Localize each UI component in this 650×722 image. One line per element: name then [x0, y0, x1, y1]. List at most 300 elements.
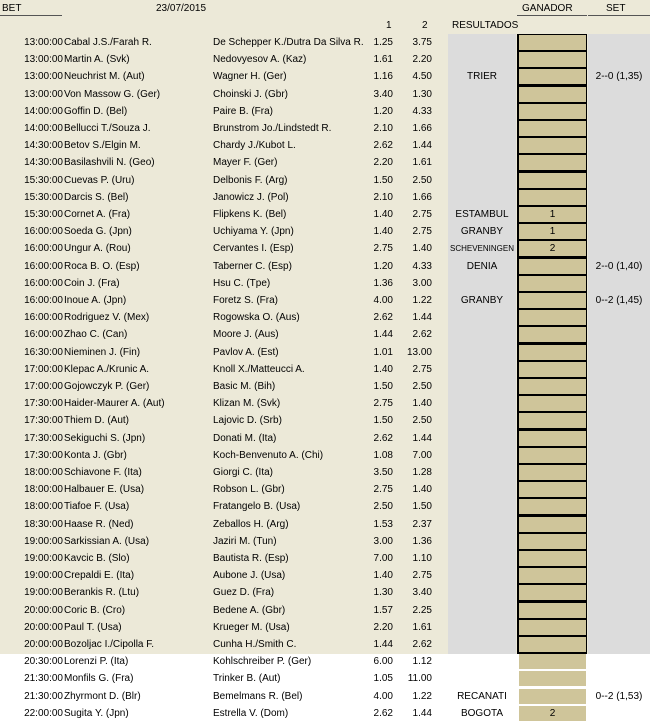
odds-2: 1.61: [412, 621, 432, 633]
result-city: [448, 120, 516, 137]
result-city: [448, 498, 516, 515]
odds-1: 2.50: [373, 501, 393, 513]
odds-1: 1.61: [373, 54, 393, 66]
odds-2: 2.50: [412, 381, 432, 392]
player-2: Rogowska O. (Aus): [213, 312, 300, 324]
player-2: Chardy J./Kubot L.: [213, 140, 296, 152]
set-score: [588, 705, 650, 722]
table-row: [0, 516, 650, 533]
odds-1: 3.50: [373, 467, 393, 478]
set-score: [588, 516, 650, 533]
odds-1: 1.40: [373, 570, 393, 582]
odds-1: 2.10: [373, 123, 393, 134]
result-city: [448, 619, 516, 636]
match-time: 16:00:00: [24, 243, 63, 255]
odds-1: 1.44: [373, 329, 393, 341]
player-1: Kavcic B. (Slo): [64, 553, 130, 564]
set-score: [588, 447, 650, 464]
set-score: [588, 51, 650, 68]
table-row: [0, 550, 650, 567]
odds-2: 2.75: [412, 570, 432, 582]
result-city: [448, 464, 516, 481]
ganador-cell[interactable]: [519, 534, 586, 549]
ganador-cell[interactable]: [519, 671, 586, 686]
player-2: Foretz S. (Fra): [213, 295, 279, 306]
player-2: Moore J. (Aus): [213, 329, 279, 341]
odds-1: 1.40: [373, 363, 393, 375]
odds-1: 1.20: [373, 105, 393, 117]
ganador-cell[interactable]: [519, 654, 586, 669]
result-city: [448, 51, 516, 68]
player-1: Rodriguez V. (Mex): [64, 312, 150, 324]
match-time: 17:00:00: [24, 363, 63, 375]
set-score: [588, 584, 650, 601]
match-time: 15:30:00: [24, 174, 63, 186]
match-time: 14:30:00: [24, 157, 63, 169]
set-score: [588, 670, 650, 687]
odds-2: 1.10: [412, 553, 432, 564]
ganador-cell[interactable]: [519, 121, 586, 136]
odds-2: 1.44: [412, 140, 432, 152]
odds-1: 1.16: [373, 71, 393, 83]
odds-1: 1.40: [373, 209, 393, 220]
result-city: [448, 584, 516, 601]
odds-1: 1.20: [373, 260, 393, 272]
player-1: Haider-Maurer A. (Aut): [64, 398, 165, 410]
ganador-cell[interactable]: [519, 155, 586, 170]
table-row: [0, 292, 650, 309]
set-score: [588, 137, 650, 154]
odds-1: 1.57: [373, 604, 393, 616]
match-time: 16:00:00: [24, 226, 63, 238]
result-city: [448, 172, 516, 189]
table-row: [0, 705, 650, 722]
player-1: Cornet A. (Fra): [64, 209, 131, 220]
result-city: [448, 412, 516, 429]
table-row: [0, 533, 650, 550]
result-city: [448, 550, 516, 567]
player-1: Halbauer E. (Usa): [64, 484, 145, 496]
player-2: Giorgi C. (Ita): [213, 467, 274, 478]
odds-2: 2.62: [412, 329, 432, 341]
result-city: DENIA: [466, 260, 498, 272]
odds-1: 1.50: [373, 415, 393, 427]
odds-2: 2.75: [412, 226, 432, 238]
ganador-cell[interactable]: [519, 35, 586, 50]
result-city: [448, 516, 516, 533]
player-1: Bozoljac I./Cipolla F.: [64, 639, 155, 650]
ganador-cell[interactable]: [519, 431, 586, 446]
ganador-cell[interactable]: [519, 603, 586, 618]
result-city: [448, 309, 516, 326]
odds-1: 2.62: [373, 707, 393, 719]
result-city: [448, 378, 516, 395]
match-time: 13:00:00: [24, 88, 63, 100]
odds-1: 1.50: [373, 174, 393, 186]
result-city: [448, 430, 516, 447]
set-score: [588, 619, 650, 636]
odds-2: 4.50: [412, 71, 432, 83]
player-1: Tiafoe F. (Usa): [64, 501, 130, 513]
table-row: [0, 344, 650, 361]
table-row: [0, 275, 650, 292]
player-2: Zeballos H. (Arg): [213, 518, 289, 530]
odds-1: 1.30: [373, 587, 393, 599]
result-city: TRIER: [467, 71, 497, 83]
result-city: [448, 326, 516, 343]
result-city: [448, 361, 516, 378]
odds-1: 3.40: [373, 88, 393, 100]
match-time: 17:30:00: [24, 398, 63, 410]
ganador-cell[interactable]: [519, 396, 586, 411]
set-score: [588, 223, 650, 240]
match-time: 14:30:00: [24, 140, 63, 152]
ganador-cell[interactable]: [519, 276, 586, 291]
odds-2: 1.36: [412, 535, 432, 547]
table-row: [0, 395, 650, 412]
player-2: Bedene A. (Gbr): [213, 604, 286, 616]
result-city: SCHEVENINGEN: [449, 244, 514, 254]
odds-2: 2.62: [412, 639, 432, 650]
set-score: 2--0 (1,40): [595, 260, 643, 272]
odds-1: 2.20: [373, 621, 393, 633]
table-row: [0, 103, 650, 120]
player-1: Neuchrist M. (Aut): [64, 71, 145, 83]
odds-1: 6.00: [373, 656, 393, 668]
odds-2: 1.44: [412, 707, 432, 719]
table-row: [0, 223, 650, 240]
player-2: Donati M. (Ita): [213, 432, 277, 444]
ganador-cell[interactable]: 2: [519, 241, 586, 256]
ganador-cell[interactable]: [519, 499, 586, 514]
player-2: Fratangelo B. (Usa): [213, 501, 301, 513]
ganador-cell[interactable]: [519, 138, 586, 153]
player-2: Choinski J. (Gbr): [213, 88, 289, 100]
ganador-cell[interactable]: [519, 379, 586, 394]
odds-2: 3.00: [412, 277, 432, 289]
odds-2: 1.66: [412, 123, 432, 134]
odds-1: 1.40: [373, 226, 393, 238]
set-score: [588, 120, 650, 137]
set-score: [588, 275, 650, 292]
odds-1: 1.53: [373, 518, 393, 530]
player-1: Martin A. (Svk): [64, 54, 130, 66]
player-1: Goffin D. (Bel): [64, 105, 128, 117]
result-city: [448, 670, 516, 687]
odds-1: 7.00: [373, 553, 393, 564]
odds-1: 1.36: [373, 277, 393, 289]
odds-2: 1.40: [412, 484, 432, 496]
odds-2: 1.30: [412, 88, 432, 100]
odds-1: 2.10: [373, 191, 393, 203]
odds-1: 2.62: [373, 140, 393, 152]
table-row: [0, 120, 650, 137]
player-2: Krueger M. (Usa): [213, 621, 290, 633]
player-1: Coric B. (Cro): [64, 604, 126, 616]
result-city: [448, 154, 516, 171]
set-score: [588, 34, 650, 51]
match-time: 17:30:00: [24, 449, 63, 461]
odds-1: 1.01: [373, 346, 393, 358]
table-row: [0, 464, 650, 481]
table-row: [0, 309, 650, 326]
match-time: 22:00:00: [24, 707, 63, 719]
player-1: Schiavone F. (Ita): [64, 467, 142, 478]
result-city: [448, 602, 516, 619]
set-score: [588, 653, 650, 670]
set-score: [588, 172, 650, 189]
player-1: Soeda G. (Jpn): [64, 226, 132, 238]
set-score: [588, 481, 650, 498]
ganador-cell[interactable]: [519, 448, 586, 463]
player-2: Bemelmans R. (Bel): [213, 690, 303, 702]
odds-1: 2.62: [373, 312, 393, 324]
odds-1: 3.00: [373, 535, 393, 547]
set-score: [588, 103, 650, 120]
set-score: [588, 464, 650, 481]
player-1: Sarkissian A. (Usa): [64, 535, 150, 547]
result-city: [448, 34, 516, 51]
match-time: 14:00:00: [24, 123, 63, 134]
match-time: 18:30:00: [24, 518, 63, 530]
set-score: [588, 189, 650, 206]
ganador-cell[interactable]: [519, 310, 586, 325]
player-1: Konta J. (Gbr): [64, 449, 127, 461]
player-2: Brunstrom Jo./Lindstedt R.: [213, 123, 332, 134]
player-2: Knoll X./Matteucci A.: [213, 363, 305, 375]
set-score: [588, 86, 650, 103]
ganador-cell[interactable]: [519, 482, 586, 497]
set-score: [588, 361, 650, 378]
player-2: Mayer F. (Ger): [213, 157, 278, 169]
table-row: [0, 567, 650, 584]
player-1: Von Massow G. (Ger): [64, 88, 161, 100]
ganador-cell[interactable]: 1: [519, 207, 586, 222]
set-underline: [588, 15, 650, 16]
column-2-header: 2: [422, 20, 428, 31]
ganador-cell[interactable]: [519, 293, 586, 308]
result-city: BOGOTA: [460, 707, 504, 719]
ganador-cell[interactable]: [519, 87, 586, 102]
player-2: Flipkens K. (Bel): [213, 209, 287, 220]
player-1: Berankis R. (Ltu): [64, 587, 140, 599]
set-score: 2--0 (1,35): [595, 71, 643, 83]
ganador-label: GANADOR: [522, 3, 573, 14]
table-row: [0, 670, 650, 687]
match-time: 16:00:00: [24, 277, 63, 289]
odds-2: 13.00: [406, 346, 432, 358]
player-1: Nieminen J. (Fin): [64, 346, 141, 358]
table-row: [0, 137, 650, 154]
table-row: [0, 653, 650, 670]
table-row: [0, 68, 650, 85]
player-2: Uchiyama Y. (Jpn): [213, 226, 294, 238]
set-score: 0--2 (1,53): [595, 690, 643, 702]
match-time: 16:00:00: [24, 295, 63, 306]
ganador-cell[interactable]: [519, 620, 586, 635]
result-city: ESTAMBUL: [455, 209, 509, 220]
ganador-cell[interactable]: [519, 190, 586, 205]
player-1: Darcis S. (Bel): [64, 191, 129, 203]
player-1: Lorenzi P. (Ita): [64, 656, 129, 668]
match-time: 18:00:00: [24, 484, 63, 496]
ganador-cell[interactable]: [519, 69, 586, 84]
set-score: [588, 550, 650, 567]
player-1: Haase R. (Ned): [64, 518, 134, 530]
ganador-cell[interactable]: [519, 104, 586, 119]
player-2: Pavlov A. (Est): [213, 346, 279, 358]
odds-2: 1.12: [412, 656, 432, 668]
odds-2: 1.61: [412, 157, 432, 169]
set-score: [588, 412, 650, 429]
match-time: 13:00:00: [24, 54, 63, 66]
player-1: Cabal J.S./Farah R.: [64, 37, 152, 48]
odds-1: 4.00: [373, 690, 393, 702]
odds-1: 4.00: [373, 295, 393, 306]
ganador-cell[interactable]: [519, 173, 586, 188]
table-row: [0, 447, 650, 464]
result-city: [448, 653, 516, 670]
ganador-cell[interactable]: [519, 517, 586, 532]
ganador-cell[interactable]: [519, 465, 586, 480]
player-2: Wagner H. (Ger): [213, 71, 287, 83]
table-row: [0, 636, 650, 653]
match-time: 13:00:00: [24, 71, 63, 83]
result-city: [448, 395, 516, 412]
match-time: 17:00:00: [24, 381, 63, 392]
odds-1: 1.25: [373, 37, 393, 48]
player-2: Robson L. (Gbr): [213, 484, 285, 496]
ganador-cell[interactable]: [519, 413, 586, 428]
player-1: Inoue A. (Jpn): [64, 295, 127, 306]
odds-2: 1.40: [412, 243, 432, 255]
odds-2: 1.22: [412, 295, 432, 306]
player-2: Taberner C. (Esp): [213, 260, 292, 272]
player-2: Cervantes I. (Esp): [213, 243, 294, 255]
odds-2: 1.40: [412, 398, 432, 410]
ganador-cell[interactable]: [519, 362, 586, 377]
set-score: [588, 395, 650, 412]
odds-2: 7.00: [412, 449, 432, 461]
odds-2: 2.75: [412, 363, 432, 375]
table-row: [0, 619, 650, 636]
player-1: Coin J. (Fra): [64, 277, 120, 289]
ganador-cell[interactable]: [519, 637, 586, 652]
odds-1: 1.08: [373, 449, 393, 461]
result-city: [448, 86, 516, 103]
table-row: [0, 240, 650, 257]
player-1: Zhyrmont D. (Blr): [64, 690, 141, 702]
match-time: 16:00:00: [24, 312, 63, 324]
result-city: GRANBY: [460, 226, 504, 238]
set-score: 0--2 (1,45): [595, 295, 643, 306]
odds-2: 2.75: [412, 209, 432, 220]
ganador-cell[interactable]: [519, 689, 586, 704]
odds-2: 1.44: [412, 312, 432, 324]
ganador-cell[interactable]: [519, 259, 586, 274]
player-2: Lajovic D. (Srb): [213, 415, 282, 427]
match-time: 19:00:00: [24, 553, 63, 564]
result-city: [448, 636, 516, 653]
odds-2: 2.37: [412, 518, 432, 530]
ganador-cell[interactable]: [519, 52, 586, 67]
match-time: 19:00:00: [24, 570, 63, 582]
table-row: [0, 688, 650, 705]
player-2: Bautista R. (Esp): [213, 553, 289, 564]
table-row: [0, 584, 650, 601]
match-time: 17:30:00: [24, 432, 63, 444]
table-row: [0, 378, 650, 395]
result-city: [448, 103, 516, 120]
player-2: Janowicz J. (Pol): [213, 191, 289, 203]
match-time: 15:30:00: [24, 191, 63, 203]
table-row: [0, 51, 650, 68]
set-score: [588, 430, 650, 447]
table-row: [0, 481, 650, 498]
player-2: Trinker B. (Aut): [213, 673, 281, 685]
set-score: [588, 602, 650, 619]
bet-underline: [0, 15, 62, 16]
set-score: [588, 636, 650, 653]
match-time: 17:30:00: [24, 415, 63, 427]
ganador-cell[interactable]: [519, 551, 586, 566]
ganador-cell[interactable]: 2: [519, 706, 586, 721]
player-2: Aubone J. (Usa): [213, 570, 286, 582]
player-2: Delbonis F. (Arg): [213, 174, 288, 186]
odds-1: 2.20: [373, 157, 393, 169]
odds-2: 2.50: [412, 415, 432, 427]
table-row: [0, 498, 650, 515]
set-score: [588, 326, 650, 343]
table-row: [0, 361, 650, 378]
match-time: 19:00:00: [24, 587, 63, 599]
set-score: [588, 309, 650, 326]
result-city: [448, 447, 516, 464]
result-city: [448, 344, 516, 361]
player-1: Sekiguchi S. (Jpn): [64, 432, 146, 444]
ganador-cell[interactable]: [519, 327, 586, 342]
player-2: Nedovyesov A. (Kaz): [213, 54, 307, 66]
player-2: Kohlschreiber P. (Ger): [213, 656, 312, 668]
player-1: Klepac A./Krunic A.: [64, 363, 150, 375]
match-time: 20:30:00: [24, 656, 63, 668]
match-time: 15:30:00: [24, 209, 63, 220]
player-2: Cunha H./Smith C.: [213, 639, 297, 650]
match-time: 18:00:00: [24, 501, 63, 513]
table-row: [0, 602, 650, 619]
player-1: Sugita Y. (Jpn): [64, 707, 129, 719]
player-2: Koch-Benvenuto A. (Chi): [213, 449, 324, 461]
ganador-cell[interactable]: [519, 568, 586, 583]
player-1: Gojowczyk P. (Ger): [64, 381, 150, 392]
ganador-cell[interactable]: 1: [519, 224, 586, 239]
match-time: 20:00:00: [24, 639, 63, 650]
odds-1: 2.75: [373, 484, 393, 496]
odds-1: 2.75: [373, 243, 393, 255]
ganador-cell[interactable]: [519, 585, 586, 600]
set-label: SET: [606, 3, 626, 14]
ganador-cell[interactable]: [519, 345, 586, 360]
odds-1: 1.50: [373, 381, 393, 392]
odds-1: 2.75: [373, 398, 393, 410]
match-time: 16:00:00: [24, 329, 63, 341]
player-1: Paul T. (Usa): [64, 621, 122, 633]
odds-1: 2.62: [373, 432, 393, 444]
table-row: [0, 189, 650, 206]
result-city: [448, 533, 516, 550]
odds-2: 3.75: [412, 37, 432, 48]
result-city: [448, 275, 516, 292]
